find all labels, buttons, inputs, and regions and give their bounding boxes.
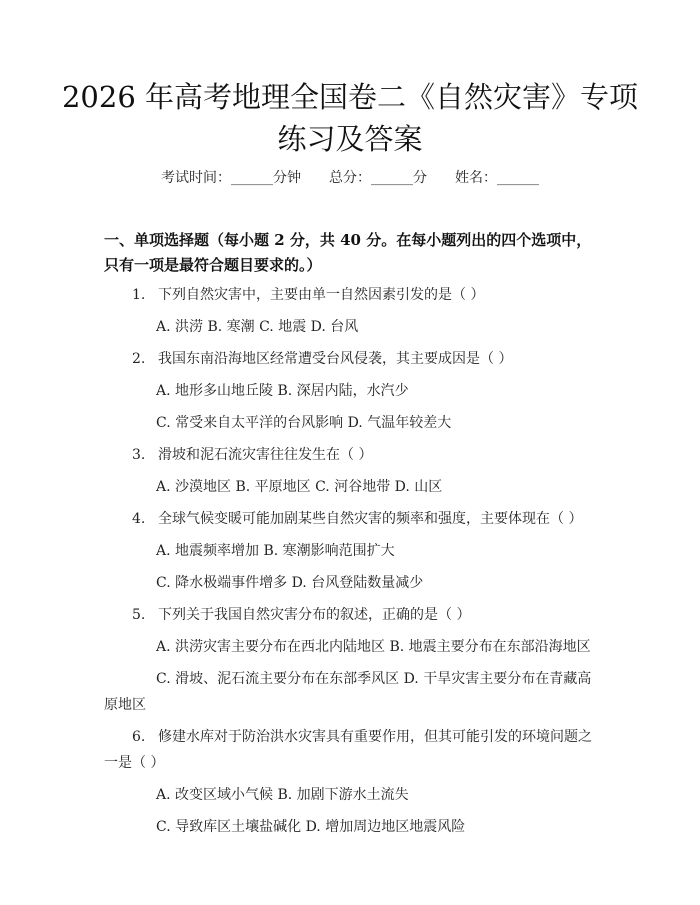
question-list bbox=[104, 282, 596, 846]
question-number: 1. bbox=[132, 287, 146, 303]
question-4-options-cd: C. 降水极端事件增多 D. 台风登陆数量减少 bbox=[156, 575, 424, 591]
question-number: 2. bbox=[132, 351, 146, 367]
question-5 bbox=[104, 602, 596, 628]
page-title: 2026 年高考地理全国卷二《自然灾害》专项练习及答案 bbox=[61, 80, 639, 156]
question-4 bbox=[104, 506, 596, 532]
exam-info bbox=[0, 168, 700, 188]
question-6-options-ab: A. 改变区域小气候 B. 加剧下游水土流失 bbox=[156, 787, 409, 803]
question-number: 5. bbox=[132, 607, 146, 623]
question-3 bbox=[104, 442, 596, 468]
question-4-options-ab: A. 地震频率增加 B. 寒潮影响范围扩大 bbox=[156, 543, 395, 559]
question-number: 6. bbox=[132, 729, 146, 745]
question-number: 3. bbox=[132, 447, 146, 463]
question-3-options: A. 沙漠地区 B. 平原地区 C. 河谷地带 D. 山区 bbox=[156, 479, 443, 495]
question-5-options-cd: C. 滑坡、泥石流主要分布在东部季风区 D. 干旱灾害主要分布在青藏高原地区 bbox=[104, 671, 592, 713]
question-2-options-ab: A. 地形多山地丘陵 B. 深居内陆，水汽少 bbox=[156, 383, 409, 399]
question-text: 滑坡和泥石流灾害往往发生在（ ） bbox=[158, 447, 373, 463]
student-name-field: 姓名：______ bbox=[455, 170, 539, 186]
question-text: 下列自然灾害中，主要由单一自然因素引发的是（ ） bbox=[158, 287, 485, 303]
section-heading: 一、单项选择题（每小题 2 分，共 40 分。在每小题列出的四个选项中，只有一项是最符合题目要求的。） bbox=[104, 231, 592, 274]
question-text: 下列关于我国自然灾害分布的叙述，正确的是（ ） bbox=[158, 607, 471, 623]
question-text: 全球气候变暖可能加剧某些自然灾害的频率和强度，主要体现在（ ） bbox=[158, 511, 583, 527]
question-2 bbox=[104, 346, 596, 372]
question-6 bbox=[104, 724, 596, 776]
question-number: 4. bbox=[132, 511, 146, 527]
question-2-options-cd: C. 常受来自太平洋的台风影响 D. 气温年较差大 bbox=[156, 415, 452, 431]
question-text: 修建水库对于防治洪水灾害具有重要作用，但其可能引发的环境问题之一是（ ） bbox=[104, 729, 592, 771]
exam-time-field: 考试时间：______分钟 bbox=[161, 170, 301, 186]
question-1-options: A. 洪涝 B. 寒潮 C. 地震 D. 台风 bbox=[156, 319, 359, 335]
question-5-options-ab: A. 洪涝灾害主要分布在西北内陆地区 B. 地震主要分布在东部沿海地区 bbox=[156, 639, 591, 655]
question-6-options-cd: C. 导致库区土壤盐碱化 D. 增加周边地区地震风险 bbox=[156, 819, 466, 835]
question-text: 我国东南沿海地区经常遭受台风侵袭，其主要成因是（ ） bbox=[158, 351, 513, 367]
question-1 bbox=[104, 282, 596, 308]
total-score-field: 总分：______分 bbox=[329, 170, 427, 186]
